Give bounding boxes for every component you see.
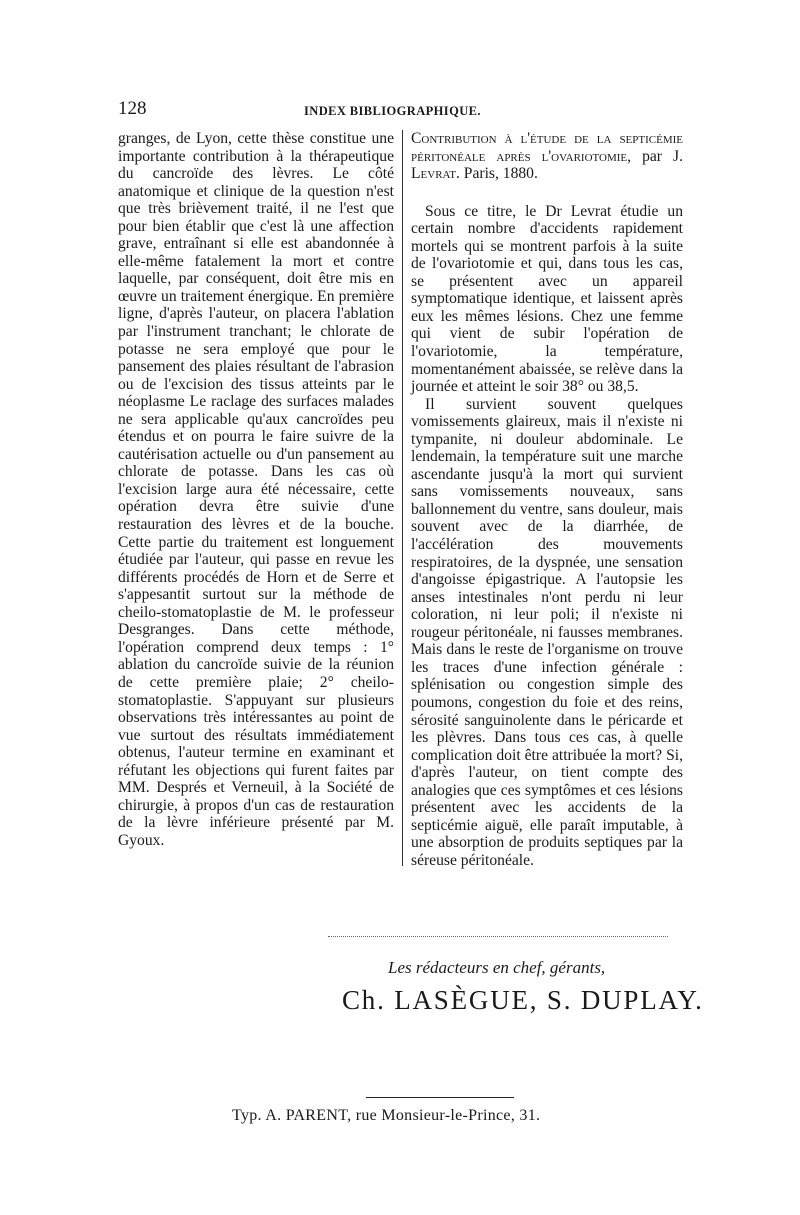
dotted-separator [328,936,668,937]
entry-by: par J. [642,147,683,165]
editors-names: Ch. LASÈGUE, S. DUPLAY. [342,985,704,1015]
printer-imprint: Typ. A. PARENT, rue Monsieur-le-Prince, 31. [232,1107,541,1124]
left-column-text: granges, de Lyon, cette thèse constitue une importante contribution à la thérapeutique du cancroïde des lèvres. Le côté anatomique et clinique de la question n'est que très brièvement traité, il ne l'est que pour bien établir que c'est là une affection grave, entraînant si elle est abandonnée à elle-même fatalement la mort et contre laquelle, par conséquent, doit être mis en œuvre un traitement énergique. En première ligne, d'après l'auteur, on placera l'ablation par l'instrument tranchant; le chlorate de potasse ne sera employé que pour le pansement des plaies résultant de l'abrasion ou de l'excision des tissus atteints par le néoplasme Le raclage des surfaces malades ne sera applicable qu'aux cancroïdes peu étendus et on pourra le faire suivre de la cautérisation actuelle ou d'un pansement au chlorate de potasse. Dans les cas où l'excision large aura été nécessaire, cette opération devra être suivie d'une restauration des lèvres et de la bouche. Cette partie du traitement est longuement étudiée par l'auteur, qui passe en revue les différents procédés de Horn et de Serre et s'appesantit surtout sur la méthode de cheilo-stomatoplastie de M. le professeur Desgranges. Dans cette méthode, l'opération comprend deux temps : 1° ablation du cancroïde suivie de la réunion de cette première plaie; 2° cheilo-stomatoplastie. S'appuyant sur plusieurs observations très intéressantes au point de vue surtout des résultats immédiatement obtenus, l'auteur termine en examinant et réfutant les objections qui furent faites par MM. Després et Verneuil, à la Société de chirurgie, à propos d'un cas de restauration de la lèvre inférieure présenté par M. Gyoux. [118,130,394,849]
editors-label: Les rédacteurs en chef, gérants, [388,958,606,977]
column-divider [402,130,403,866]
left-column [118,130,394,849]
right-column [411,130,683,869]
bibliography-entry-heading [411,130,683,183]
review-paragraph-2: Il survient souvent quelques vomissements glaireux, mais il n'existe ni tympanite, ni douleur abdominale. Le lendemain, la température suit une marche ascendante jusqu'à la mort qui survient sans vomissements nouveaux, sans ballonnement du ventre, sans douleur, mais souvent avec de la diarrhée, de l'accélération des mouvements respiratoires, de la dyspnée, une sensation d'angoisse épigastrique. A l'autopsie les anses intestinales n'ont perdu ni leur coloration, ni leur poli; il n'existe ni rougeur péritonéale, ni fausses membranes. Mais dans le reste de l'organisme on trouve les traces d'une infection générale : splénisation ou congestion simple des poumons, congestion du foie et des reins, sérosité sanguinolente dans le péricarde et les plèvres. Dans tous ces cas, à quelle complication doit être attribuée la mort? Si, d'après l'auteur, on tient compte des analogies que ces symptômes et ces lésions présentent avec les accidents de la septicémie aiguë, elle paraît imputable, à une absorption de produits septiques par la séreuse péritonéale. [411,395,683,869]
running-title: INDEX BIBLIOGRAPHIQUE. [304,104,481,118]
page-number: 128 [118,98,147,119]
review-paragraph-1: Sous ce titre, le Dr Levrat étudie un certain nombre d'accidents rapidement mortels qui se montrent parfois à la suite de l'ovariotomie et qui, dans tous les cas, se présentent avec un appareil symptomatique identique, et laissent après eux les mêmes lésions. Chez une femme qui vient de subir l'opération de l'ovariotomie, la température, momentanément abaissée, se relève dans la journée et atteint le soir 38° ou 38,5. [411,202,683,396]
entry-place-year: Paris, 1880. [463,165,538,183]
footer-rule [366,1097,514,1098]
entry-gap [411,183,683,203]
entry-author: Levrat. [411,165,460,183]
entry-title: Contribution à l'étude de la septicémie péritonéale après l'ovariotomie, [411,130,683,165]
